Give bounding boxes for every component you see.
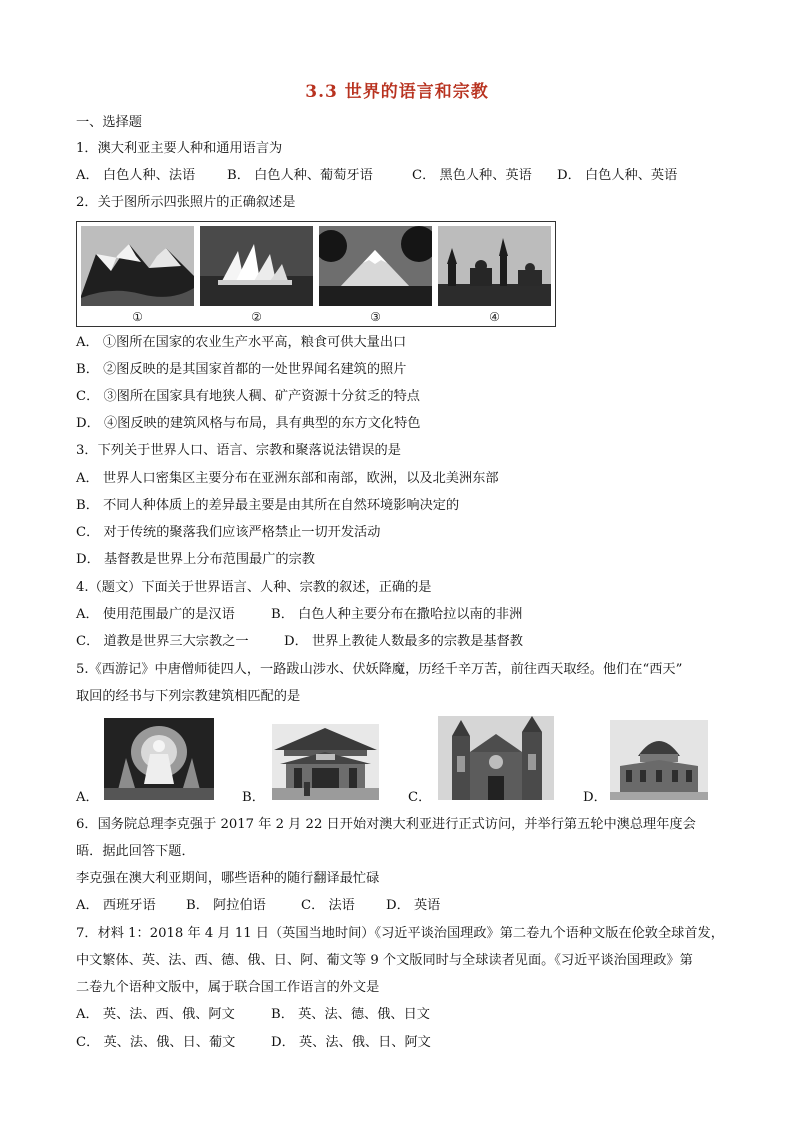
option-b[interactable]: B． 英、法、德、俄、日文 xyxy=(271,1007,430,1022)
option-b[interactable]: B． ②图反映的是其国家首都的一处世界闻名建筑的照片 xyxy=(76,362,407,377)
section-heading: 一、选择题 xyxy=(76,115,142,130)
question-6-stem-line2: 晤．据此回答下题． xyxy=(76,844,195,859)
option-c[interactable]: C． 道教是世界三大宗教之一 xyxy=(76,634,249,649)
photo-mountains xyxy=(81,226,194,306)
question-4-stem: 4.（题文）下面关于世界语言、人种、宗教的叙述，正确的是 xyxy=(76,580,432,595)
photo-label-4: ④ xyxy=(489,310,500,324)
image-gothic-cathedral[interactable] xyxy=(438,716,554,800)
question-6-stem-line1: 6．国务院总理李克强于 2017 年 2 月 22 日开始对澳大利亚进行正式访问，并举行第五轮中澳总理年度会 xyxy=(76,817,696,832)
option-d-label[interactable]: D． xyxy=(583,790,607,805)
option-d[interactable]: D． ④图反映的建筑风格与布局，具有典型的东方文化特色 xyxy=(76,416,421,431)
option-c-label[interactable]: C． xyxy=(408,790,432,805)
option-b[interactable]: B． 不同人种体质上的差异最主要是由其所在自然环境影响决定的 xyxy=(76,498,460,513)
question-2-stem: 2．关于图所示四张照片的正确叙述是 xyxy=(76,195,296,210)
option-c[interactable]: C． 对于传统的聚落我们应该严格禁止一切开发活动 xyxy=(76,525,381,540)
question-3-stem: 3．下列关于世界人口、语言、宗教和聚落说法错误的是 xyxy=(76,443,401,458)
image-buddha-statue[interactable] xyxy=(104,718,214,800)
photo-label-2: ② xyxy=(251,310,262,324)
option-c[interactable]: C． ③图所在国家具有地狭人稠、矿产资源十分贫乏的特点 xyxy=(76,389,420,404)
option-b[interactable]: B． 阿拉伯语 xyxy=(186,898,266,913)
photo-opera-house xyxy=(200,226,313,306)
option-a[interactable]: A． 白色人种、法语 xyxy=(76,168,196,183)
option-d[interactable]: D． 世界上教徒人数最多的宗教是基督教 xyxy=(284,634,523,649)
photo-mount-fuji xyxy=(319,226,432,306)
option-d[interactable]: D． 英语 xyxy=(386,898,441,913)
option-a[interactable]: A． 世界人口密集区主要分布在亚洲东部和南部，欧洲，以及北美洲东部 xyxy=(76,471,499,486)
option-d[interactable]: D． 英、法、俄、日、阿文 xyxy=(271,1035,431,1050)
option-c[interactable]: C． 法语 xyxy=(301,898,355,913)
photo-strip xyxy=(76,221,556,327)
question-1-stem: 1．澳大利亚主要人种和通用语言为 xyxy=(76,141,283,156)
question-5-stem-line1: 5.《西游记》中唐僧师徒四人，一路跋山涉水、伏妖降魔，历经千辛万苦，前往西天取经。他们在“西天” xyxy=(76,662,683,677)
photo-kremlin xyxy=(438,226,551,306)
option-a[interactable]: A． 使用范围最广的是汉语 xyxy=(76,607,235,622)
option-c[interactable]: C． 英、法、俄、日、葡文 xyxy=(76,1035,236,1050)
option-b-label[interactable]: B． xyxy=(242,790,265,805)
option-b[interactable]: B． 白色人种、葡萄牙语 xyxy=(227,168,373,183)
photo-label-1: ① xyxy=(132,310,143,324)
question-7-material-line2: 中文繁体、英、法、西、德、俄、日、阿、葡文等 9 个文版同时与全球读者见面。《习近平谈治国理政》第 xyxy=(76,953,693,968)
question-7-material-line1: 7．材料 1：2018 年 4 月 11 日（英国当地时间）《习近平谈治国理政》第二卷九个语种文版在伦敦全球首发， xyxy=(76,926,724,941)
image-dome-mosque[interactable] xyxy=(610,720,708,800)
question-7-stem: 二卷九个语种文版中，属于联合国工作语言的外文是 xyxy=(76,980,380,995)
option-a[interactable]: A． ①图所在国家的农业生产水平高，粮食可供大量出口 xyxy=(76,335,407,350)
option-d[interactable]: D． 基督教是世界上分布范围最广的宗教 xyxy=(76,552,315,567)
option-a[interactable]: A． 西班牙语 xyxy=(76,898,156,913)
image-chinese-temple[interactable] xyxy=(272,724,379,800)
photo-label-3: ③ xyxy=(370,310,381,324)
question-6-subquestion: 李克强在澳大利亚期间，哪些语种的随行翻译最忙碌 xyxy=(76,871,380,886)
option-b[interactable]: B． 白色人种主要分布在撒哈拉以南的非洲 xyxy=(271,607,523,622)
page-title: 3.3 世界的语言和宗教 xyxy=(305,82,489,102)
option-c[interactable]: C． 黑色人种、英语 xyxy=(412,168,532,183)
option-d[interactable]: D． 白色人种、英语 xyxy=(557,168,678,183)
question-5-stem-line2: 取回的经书与下列宗教建筑相匹配的是 xyxy=(76,689,301,704)
option-a-label[interactable]: A． xyxy=(76,790,99,805)
option-a[interactable]: A． 英、法、西、俄、阿文 xyxy=(76,1007,235,1022)
